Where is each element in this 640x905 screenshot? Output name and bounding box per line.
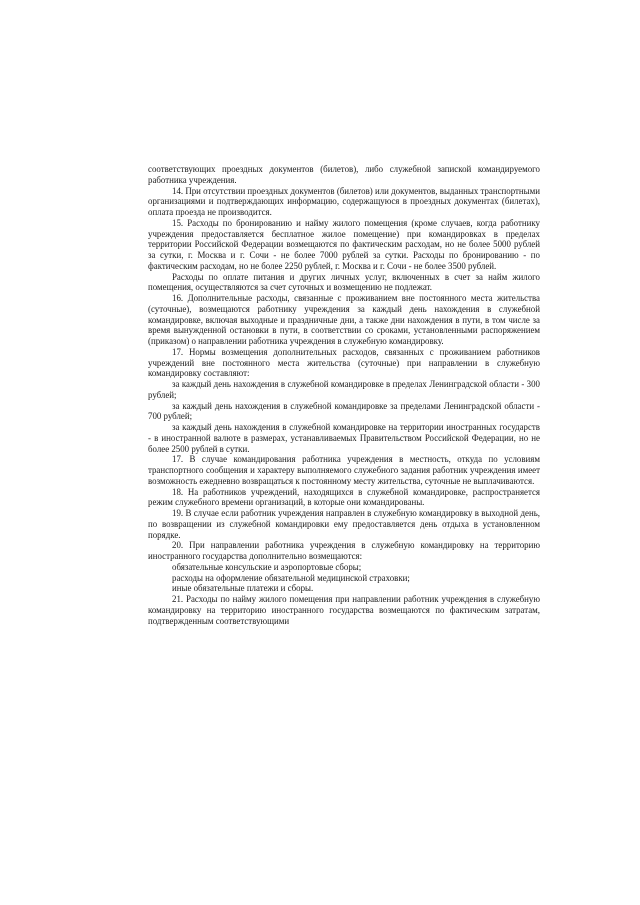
paragraph: 17. Нормы возмещения дополнительных расходов, связанных с проживанием работников учреждений вне постоянного места жительства (суточные) при направлении в служебную командировку составляют:	[148, 346, 540, 379]
paragraph: за каждый день нахождения в служебной командировке за пределами Ленинградской области - 700 рублей;	[148, 400, 540, 422]
paragraph: за каждый день нахождения в служебной командировке в пределах Ленинградской области - 300 рублей;	[148, 379, 540, 400]
paragraph: 21. Расходы по найму жилого помещения при направлении работник учреждения в служебную командировку на территорию иностранного государства возмещаются по фактическим затратам, подтвержденным соответствующими	[148, 594, 540, 626]
paragraph: 16. Дополнительные расходы, связанные с проживанием вне постоянного места жительства (суточные), возмещаются работнику учреждения за каждый день нахождения в служебной командировке, включая выходные и праздничные дни, а также дни нахождения в пути, в том числе за время вынужденной остановки в пути, в соответствии со сроками, установленными распоряжением (приказом) о направлении работника учреждения в служебную командировку.	[148, 293, 540, 346]
paragraph: 17. В случае командирования работника учреждения в местность, откуда по условиям транспортного сообщения и характеру выполняемого служебного задания работник учреждения имеет возможность ежедневно возвращаться к постоянному месту жительства, суточные не выплачиваются.	[148, 454, 540, 486]
paragraph: расходы на оформление обязательной медицинской страховки;	[172, 572, 410, 583]
paragraph: 20. При направлении работника учреждения в служебную командировку на территорию иностранного государства дополнительно возмещаются:	[148, 540, 540, 561]
paragraph: 19. В случае если работник учреждения направлен в служебную командировку в выходной день, по возвращении из служебной командировки ему предоставляется день отдыха в установленном порядке.	[148, 508, 540, 540]
document-body	[148, 164, 540, 626]
paragraph: 14. При отсутствии проездных документов (билетов) или документов, выданных транспортными организациями и подтверждающих информацию, содержащуюся в проездных документах (билетах), оплата проезда не производится.	[148, 185, 540, 217]
paragraph: обязательные консульские и аэропортовые сборы;	[172, 561, 362, 572]
paragraph: Расходы по оплате питания и других личных услуг, включенных в счет за найм жилого помещения, осуществляются за счет суточных и возмещению не подлежат.	[148, 271, 540, 293]
paragraph: за каждый день нахождения в служебной командировке на территории иностранных государств - в иностранной валюте в размерах, устанавливаемых Правительством Российской Федерации, но не более 2500 рублей в сутки.	[148, 422, 540, 454]
paragraph: иные обязательные платежи и сборы.	[172, 583, 314, 594]
paragraph: 18. На работников учреждений, находящихся в служебной командировке, распространяется режим служебного времени организаций, в которые они командированы.	[148, 486, 540, 508]
paragraph: 15. Расходы по бронированию и найму жилого помещения (кроме случаев, когда работнику учреждения предоставляется бесплатное жилое помещение) при командировках в пределах территории Российской Федерации возмещаются по фактическим расходам, но не более 5000 рублей за сутки, г. Москва и г. Сочи - не более 7000 рублей за сутки. Расходы по бронированию - по фактическим расходам, но не более 2250 рублей, г. Москва и г. Сочи - не более 3500 рублей.	[148, 217, 540, 271]
paragraph: соответствующих проездных документов (билетов), либо служебной запиской командируемого работника учреждения.	[148, 164, 540, 185]
